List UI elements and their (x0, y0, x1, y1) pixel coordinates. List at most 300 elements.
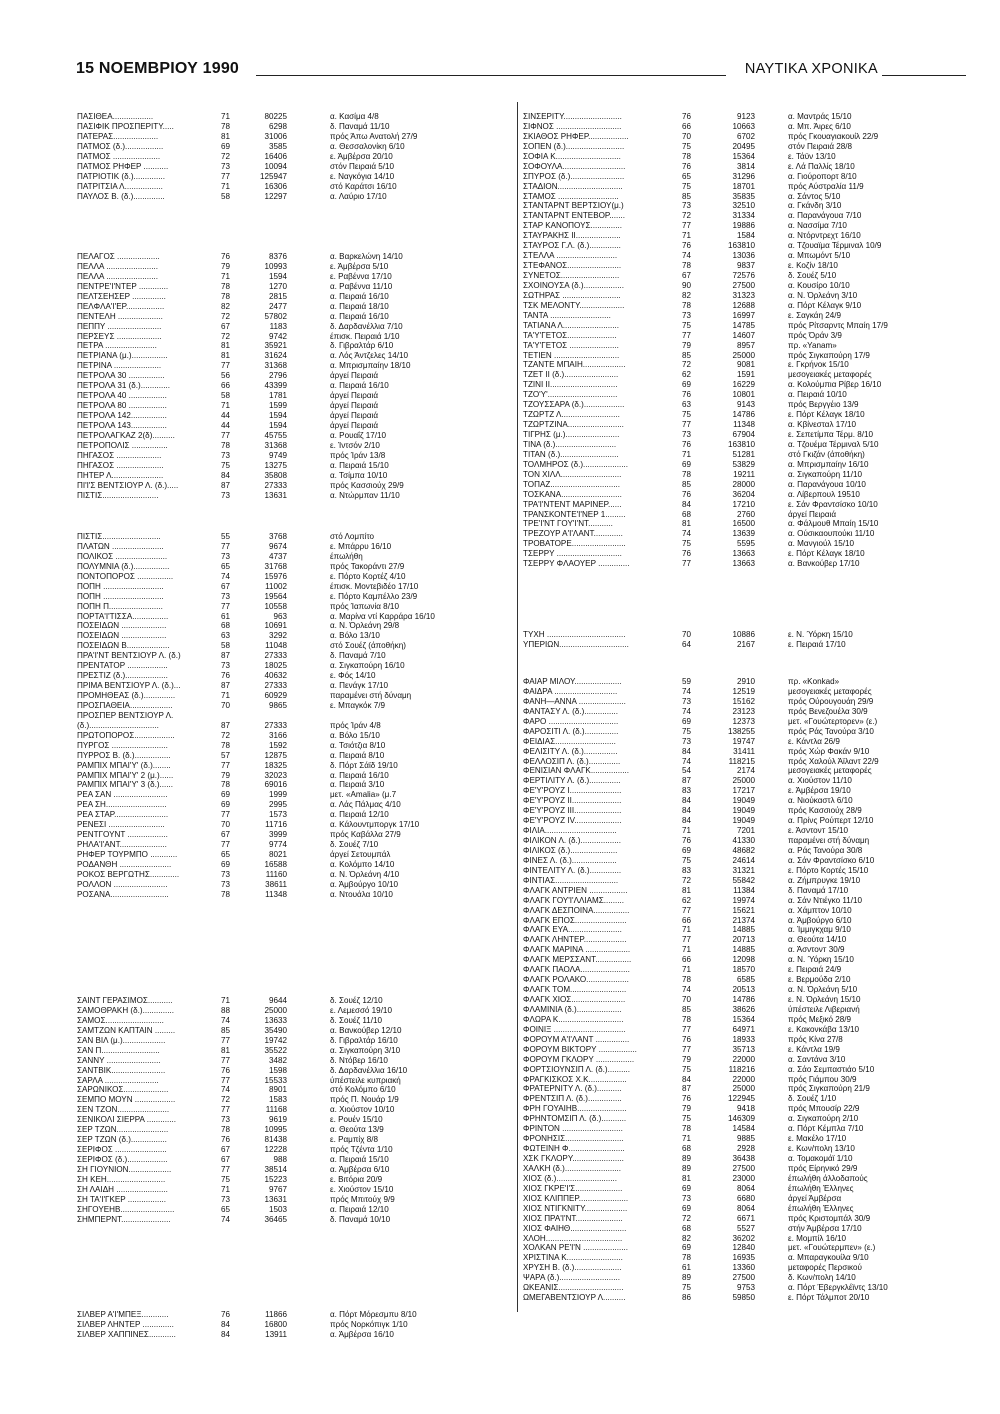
position-status: άργεί Πειραιά (788, 509, 836, 519)
build-year: 77 (220, 361, 230, 371)
build-year: 71 (220, 181, 230, 191)
position-status: στόν Πειραιά 5/10 (330, 161, 395, 171)
ship-row (77, 780, 497, 790)
ship-name: ΣΙΛΒΕΡ Α'Ι'ΜΠΕΞ............ (77, 1310, 169, 1319)
position-status: α. Τζουαϊμα Τέρμιναλ 10/9 (788, 241, 882, 251)
tonnage: 3166 (268, 730, 287, 740)
ship-row (523, 975, 973, 985)
ship-row (77, 431, 497, 441)
tonnage: 16406 (264, 151, 287, 161)
tonnage: 32510 (732, 201, 755, 211)
ship-name: ΤΙΝΑ (δ.)........................... (523, 439, 617, 449)
tonnage: 31411 (733, 746, 755, 756)
build-year: 77 (220, 541, 230, 551)
ship-row (523, 331, 973, 341)
position-status: μεσογειακές μεταφορές (788, 370, 872, 380)
build-year: 85 (681, 350, 691, 360)
ship-name: ΤΡΕΖΟΥΡ Α'Ι'ΛΑΝΤ............. (523, 529, 623, 539)
tonnage: 9123 (736, 112, 755, 121)
ship-name: ΠΟΣΕΙΔΩΝ .................... (77, 621, 167, 631)
build-year: 61 (681, 1263, 691, 1273)
ship-row (77, 401, 497, 411)
ship-row (523, 1154, 973, 1164)
ship-name: ΣΑΝ Π.......................... (77, 1045, 160, 1055)
ship-name: ΣΕΜΠΟ ΜΟΥΝ .................. (77, 1095, 176, 1105)
position-status: α. Πειραιά 18/10 (330, 301, 389, 311)
ship-row (77, 192, 497, 202)
tonnage: 10801 (732, 390, 755, 400)
tonnage: 13631 (264, 490, 287, 500)
ship-name: ΧΣΚ ΓΚΛΟΡΥ....................... (523, 1154, 624, 1163)
ship-row (523, 1094, 973, 1104)
ship-row (77, 1155, 497, 1165)
build-year: 81 (681, 885, 691, 895)
build-year: 78 (220, 121, 230, 131)
build-year: 69 (220, 141, 230, 151)
ship-name: ΦΛΩΡΑ Κ............................. (523, 1014, 624, 1024)
tonnage: 17217 (732, 786, 755, 796)
tonnage: 27333 (264, 480, 287, 490)
tonnage: 25000 (732, 776, 755, 786)
position-status: α. Άμβέρσα 16/10 (330, 1329, 394, 1339)
position-status: ε. Άσντονт 15/10 (788, 826, 848, 836)
tonnage: 118216 (728, 1064, 755, 1074)
tonnage: 25000 (732, 1084, 755, 1094)
build-year: 65 (220, 561, 230, 571)
ship-name: ΠΙΣΤΙΣ.......................... (77, 532, 161, 541)
ship-name: ΡΟΣΑΝΑ.......................... (77, 889, 169, 899)
build-year: 77 (220, 1035, 230, 1045)
tonnage: 55842 (732, 875, 755, 885)
position-status: α. Σάο Σεμπαστιάο 5/10 (788, 1064, 875, 1074)
ship-name: ΣΥΝΕΤΟΣ.......................... (523, 271, 620, 280)
build-year: 70 (220, 820, 230, 830)
ship-name: ΣΟΠΕΝ (δ.).......................... (523, 141, 625, 151)
ship-name: ΦΛΑΓΚ ΛΗΝΤΕΡ................... (523, 935, 627, 945)
tonnage: 1594 (268, 411, 287, 420)
position-status: α. Θεούτα 13/9 (330, 1125, 384, 1135)
ship-row (523, 697, 973, 707)
build-year: 87 (220, 681, 230, 691)
ship-name: ΦΟΡΟΥΜ Α'Ι'ΛΑΝΤ ............... (523, 1034, 630, 1044)
ship-row (523, 172, 973, 182)
tonnage: 19564 (264, 591, 287, 601)
ship-row (523, 182, 973, 192)
build-year: 78 (220, 440, 230, 450)
position-status: πρός Κίνα 27/8 (788, 1034, 843, 1044)
tonnage: 23000 (732, 1173, 755, 1183)
ship-name: ΣΤΑΥΡΟΣ Γ.Λ. (δ.).............. (523, 241, 621, 251)
ship-row (77, 751, 497, 761)
tonnage: 16500 (732, 519, 755, 529)
ship-row (523, 1184, 973, 1194)
tonnage: 67904 (732, 430, 755, 439)
build-year: 77 (220, 810, 230, 820)
ship-row (523, 152, 973, 162)
tonnage: 13360 (732, 1263, 755, 1273)
ship-name: ΣΤΕΦΑΝΟΣ........................ (523, 261, 622, 271)
ship-row (523, 935, 973, 945)
tonnage: 60929 (264, 691, 287, 700)
build-year: 87 (220, 480, 230, 490)
ship-name: ΦΙΝΤΕΛΙΤΥ Λ. (δ.).............. (523, 865, 622, 875)
build-year: 70 (220, 700, 230, 710)
position-status: ε. Κακονκάβα 13/10 (788, 1024, 860, 1034)
ship-name: ΩΜΕΓΑΒΕΝΤΣΙΟΥΡ Λ.......... (523, 1293, 626, 1303)
ship-row (77, 711, 497, 721)
position-status: α. Σιγκαπούρη 3/10 (330, 1045, 401, 1055)
build-year: 75 (681, 1114, 691, 1124)
ship-name: ΡΟΔΑΝΘΗ ....................... (77, 859, 172, 869)
ship-row (77, 1185, 497, 1195)
ship-name: ΠΡΟΣΠΑΘΕΙΑ................... (77, 700, 173, 710)
publication-title: ΝΑΥΤΙΚΑ ΧΡΟΝΙΚΑ (744, 61, 878, 77)
ship-name: ΠΕΤΡΟΛΑ 80 ................. (77, 401, 167, 411)
tonnage: 10886 (732, 630, 755, 639)
ship-row (77, 1145, 497, 1155)
position-status: α. Πειραιά 15/10 (330, 460, 389, 470)
ship-row (523, 480, 973, 490)
ship-row (77, 1115, 497, 1125)
ship-name: ΣΤΑΝΤΑΡΝΤ ΒΕΡΤΣΙΟΥ(μ.) (523, 201, 624, 211)
position-status: πρός Νορκόπιγκ 1/10 (330, 1319, 408, 1329)
build-year: 84 (681, 796, 691, 806)
ship-name: ΣΕΡ ΤΖΩΝ....................... (77, 1125, 169, 1135)
ship-row (77, 731, 497, 741)
build-year: 73 (220, 450, 230, 460)
tonnage: 2928 (736, 1144, 755, 1154)
position-status: πρός Άπω Ανατολή 27/9 (330, 131, 418, 141)
tonnage: 19886 (732, 221, 755, 231)
tonnage: 3482 (268, 1055, 287, 1065)
build-year: 76 (220, 671, 230, 681)
position-status: α. Σιγκαπούρη 16/10 (330, 661, 405, 671)
ship-name: ΠΙΣΤΙΣ......................... (77, 490, 159, 500)
build-year: 74 (681, 251, 691, 261)
position-status: ε. Άμβέρσα 19/10 (788, 786, 851, 796)
tonnage: 11716 (265, 820, 287, 830)
ship-name: ΤΡΕ'Ι'ΝΤ ΓΟΥ'Ι'ΝΤ........... (523, 519, 613, 529)
build-year: 76 (681, 241, 691, 251)
tonnage: 13911 (265, 1329, 287, 1339)
tonnage: 118215 (728, 756, 755, 766)
ship-name: ΠΑΥΛΟΣ Β. (δ.).............. (77, 191, 165, 201)
tonnage: 2174 (736, 766, 755, 776)
position-status: α. Σάν Φραντσίσκο 6/10 (788, 855, 875, 865)
position-status: α. Σάν Ντιέγκο 11/10 (788, 895, 863, 905)
tonnage: 1183 (269, 321, 287, 331)
ship-row (77, 461, 497, 471)
position-status: α. Ρουαΐζ 17/10 (330, 430, 387, 440)
build-year: 71 (220, 271, 230, 281)
ship-row (77, 572, 497, 582)
position-status: ε. Άμβέρσα 20/10 (330, 151, 393, 161)
tonnage: 18025 (264, 661, 287, 671)
ship-row (77, 361, 497, 371)
build-year: 72 (681, 875, 691, 885)
position-status: δ. Παναμά 7/10 (330, 651, 386, 661)
ship-name: ΤΣΚ ΜΕΛΟΝΤΥ.................... (523, 300, 625, 310)
build-year: 77 (220, 171, 230, 181)
ship-row (77, 421, 497, 431)
position-status: α. Κολούμπια Ρίβερ 16/10 (788, 380, 882, 390)
build-year: 72 (220, 311, 230, 321)
build-year: 72 (681, 360, 691, 370)
ship-row (523, 1025, 973, 1035)
ship-name: ΧΙΟΣ ΚΛΙΠΠΕΡ...................... (523, 1193, 629, 1203)
build-year: 77 (681, 905, 691, 915)
ship-name: ΦΕΙΔΙΑΣ........................... (523, 736, 616, 746)
tonnage: 3292 (268, 631, 287, 641)
position-status: α. Κάλουντμποργκ 17/10 (330, 820, 420, 830)
ship-row (523, 281, 973, 291)
build-year: 89 (681, 1163, 691, 1173)
tonnage: 16306 (264, 181, 287, 191)
position-status: α. Πρίνς Ρούπερτ 12/10 (788, 816, 874, 826)
ship-row (77, 481, 497, 491)
position-status: ύπέστειλε Λιβεριανή (788, 1004, 860, 1014)
tonnage: 14885 (732, 945, 755, 955)
build-year: 71 (681, 826, 691, 836)
ship-row (523, 460, 973, 470)
tonnage: 36465 (264, 1214, 287, 1224)
tonnage: 8021 (268, 850, 287, 859)
ship-name: ΦΛΑΓΚ ΓΟΥ'Ι'ΛΛΙΑΜΣ......... (523, 895, 625, 905)
tonnage: 31334 (732, 211, 755, 221)
tonnage: 11160 (265, 869, 287, 879)
build-year: 75 (681, 539, 691, 549)
position-status: πρός Καβάλλα 27/9 (330, 830, 401, 840)
ship-name: ΦΛΑΓΚ ΠΑΟΛΑ...................... (523, 965, 630, 975)
position-status: δ. Γιβραλτάρ 6/10 (330, 341, 394, 351)
ship-name: ΦΙΝΕΣ Λ. (δ.).................... (523, 855, 617, 865)
ship-row (77, 1076, 497, 1086)
ship-row (523, 985, 973, 995)
position-status: α. Μπ. Άιρες 6/10 (788, 121, 851, 131)
ship-row (523, 786, 973, 796)
tonnage: 988 (273, 1155, 287, 1164)
ship-name: ΠΡΟΜΗΘΕΑΣ (δ.).............. (77, 691, 176, 700)
ship-name: ΦΛΑΜΙΝΙΑ (δ.).................... (523, 1004, 622, 1014)
position-status: α. Πειραιά 16/10 (330, 291, 389, 301)
ship-name: ΠΥΡΓΟΣ ......................... (77, 740, 168, 750)
issue-date: 15 ΝΟΕΜΒΡΙΟΥ 1990 (76, 60, 240, 77)
position-status: ε. Ρουέν 15/10 (330, 1115, 383, 1125)
ship-row (523, 766, 973, 776)
position-status: ε. Ν. Ύόρκη 15/10 (788, 630, 853, 639)
ship-row (523, 707, 973, 717)
position-status: α. Πόρτ Μόρεσμπυ 8/10 (330, 1310, 417, 1319)
tonnage: 9081 (736, 360, 755, 370)
ship-name: ΣΑΙΝΤ ΓΕΡΑΣΙΜΟΣ........... (77, 996, 173, 1005)
build-year: 87 (220, 651, 230, 661)
position-status: ε. Πόρτο Κορτές 15/10 (788, 865, 869, 875)
position-status: α. Ίμμιγκχαμ 9/10 (788, 925, 851, 935)
tonnage: 27500 (732, 280, 755, 290)
tonnage: 22000 (732, 1074, 755, 1084)
ship-row (523, 132, 973, 142)
tonnage: 1583 (268, 1095, 287, 1105)
position-status: στό Γκιζάν (άποθήκη) (788, 449, 865, 459)
position-status: μετ. «Amalia» (μ.7 (330, 790, 397, 800)
tonnage: 9837 (736, 261, 755, 271)
ship-name: ΦΑΡΟ ............................... (523, 716, 619, 726)
position-status: α. Βαρκελώνη 14/10 (330, 252, 403, 261)
ship-name: ΧΛΟΗ.................................. (523, 1233, 623, 1243)
build-year: 73 (220, 1115, 230, 1125)
ship-name: ΦΑΙΑΡ ΜΙΛΟΥ..................... (523, 677, 622, 686)
tonnage: 45755 (264, 430, 287, 440)
tonnage: 10993 (264, 261, 287, 271)
ship-name: ΠΑΤΜΟΣ ΡΗΦΕΡ ........... (77, 161, 169, 171)
position-status: ύπέστειλε κυπριακή (330, 1075, 401, 1085)
ship-row (523, 1263, 973, 1273)
build-year: 81 (681, 1173, 691, 1183)
build-year: 69 (681, 1183, 691, 1193)
build-year: 71 (681, 449, 691, 459)
position-status: πρός Σιγκαπούρη 17/9 (788, 350, 870, 360)
ship-name: ΦΡΙΝΤΟΝ ........................... (523, 1124, 623, 1134)
ship-row (523, 1144, 973, 1154)
tonnage: 19747 (732, 736, 755, 746)
tonnage: 9418 (736, 1104, 755, 1114)
ship-name: ΦΛΑΓΚ ΧΙΟΣ........................ (523, 995, 626, 1004)
position-status: ε. Λεμεσσό 19/10 (330, 1005, 392, 1015)
ship-row (77, 132, 497, 142)
position-status: πρός Μεξικό 28/9 (788, 1014, 852, 1024)
ship-row (77, 262, 497, 272)
tonnage: 125947 (259, 171, 287, 181)
build-year: 55 (220, 532, 230, 541)
ship-row (77, 292, 497, 302)
build-year: 77 (220, 1164, 230, 1174)
ship-name: ΠΗΓΑΣΟΣ .................... (77, 450, 162, 460)
tonnage: 3999 (268, 830, 287, 840)
build-year: 58 (220, 191, 230, 201)
ship-name: ΤΡΟΒΑΤΟΡΕ........................ (523, 539, 626, 549)
ship-name: ΦΛΑΓΚ ΜΑΡΙΝΑ .................... (523, 945, 631, 955)
position-status: ε. Μπάρρυ 16/10 (330, 541, 392, 551)
build-year: 74 (681, 756, 691, 766)
position-status: α. Άμβέρσα 6/10 (330, 1164, 390, 1174)
ship-name: ΣΤΑΔΙΟΝ............................. (523, 181, 623, 191)
position-status: ε. Πόρτο Καμπέλλο 23/9 (330, 591, 418, 601)
tonnage: 12840 (732, 1243, 755, 1253)
tonnage: 11002 (265, 581, 287, 591)
ship-row (77, 391, 497, 401)
ship-row (523, 896, 973, 906)
ship-name: ΦΡΑΓΚΙΣΚΟΣ Χ.Κ................. (523, 1074, 627, 1084)
build-year: 72 (681, 1213, 691, 1223)
position-status: α. Τσίμπα 10/10 (330, 470, 388, 480)
tonnage: 57802 (264, 311, 287, 321)
tonnage: 80225 (264, 112, 287, 121)
ship-row (77, 592, 497, 602)
position-status: α. Γκάνδη 3/10 (788, 201, 842, 211)
ship-name: ΣΤΑΝΤΑΡΝΤ ΕΝΤΕΒΟΡ....... (523, 211, 626, 221)
position-status: μεσογειακές μεταφορές (788, 766, 872, 776)
tonnage: 18933 (732, 1034, 755, 1044)
build-year: 85 (681, 1004, 691, 1014)
ship-row (77, 532, 497, 542)
ship-row (523, 757, 973, 767)
ship-row (523, 430, 973, 440)
ship-name: ΠΕΛΑΓΟΣ ................... (77, 252, 160, 261)
ship-name: ΠΕΤΡΟΛΑΓΚΑΖ 2(δ).......... (77, 430, 175, 440)
tonnage: 3814 (736, 161, 755, 171)
position-status: μετ. «Γουώτερτορεν» (ε.) (788, 716, 878, 726)
build-year: 89 (681, 1154, 691, 1163)
position-status: α. Βανκούβερ 17/10 (788, 559, 860, 569)
ship-row (77, 890, 497, 900)
position-status: ε. Πόρτ Τάλμποτ 20/10 (788, 1293, 870, 1303)
tonnage: 1594 (268, 420, 287, 430)
ship-row (77, 840, 497, 850)
ship-row (523, 440, 973, 450)
ship-name: ΤΟΛΜΗΡΟΣ (δ.).................... (523, 459, 629, 469)
build-year: 84 (220, 1319, 230, 1329)
ship-name: ΡΗΦΕΡ ΤΟΥΡΜΠΟ ............ (77, 850, 178, 859)
position-status: α. Τσιότζια 8/10 (330, 740, 386, 750)
ship-row (523, 112, 973, 122)
ship-name: ΦΕ'Υ'ΡΟΥΖ ΙΙ...................... (523, 796, 622, 806)
tonnage: 11866 (265, 1310, 287, 1319)
ship-row (77, 721, 497, 731)
ship-name: ΣΠΥΡΟΣ (δ.)........................ (523, 171, 625, 181)
ship-row (77, 671, 497, 681)
ship-name: ΣΑΝΤΒΙΚ........................ (77, 1065, 166, 1075)
ship-name: ΣΙΛΒΕΡ ΧΑΠΠΙΝΕΣ............ (77, 1329, 176, 1339)
tonnage: 1270 (268, 281, 287, 291)
build-year: 73 (681, 310, 691, 320)
ship-name: ΠΕΛΤΣΕΗΣΕΡ ............... (77, 291, 166, 301)
ship-name: ΠΕΤΡΟΛΑ 30 ................ (77, 371, 165, 381)
ship-name: ΦΕ'Υ'ΡΟΥΖ ΙV..................... (523, 816, 622, 826)
tonnage: 18570 (732, 965, 755, 975)
ship-name: ΧΙΟΣ ΝΤΙΓΚΝΙΤΥ................... (523, 1203, 628, 1213)
ship-row (523, 400, 973, 410)
ship-name: ΠΑΤΕΡΑΣ.................... (77, 131, 159, 141)
build-year: 71 (681, 945, 691, 955)
position-status: α. Μαντράς 15/10 (788, 112, 852, 121)
tonnage: 11168 (265, 1105, 287, 1115)
position-status: ε. Ραβέννα 17/10 (330, 271, 392, 281)
position-status: έπωλήθη (330, 551, 363, 561)
build-year: 74 (681, 985, 691, 995)
tonnage: 31296 (732, 171, 755, 181)
build-year: 78 (681, 261, 691, 271)
ship-name: ΣΟΦΟΥΛΑ............................ (523, 161, 626, 171)
tonnage: 13036 (732, 251, 755, 261)
ship-name: ΣΚΙΑΘΟΣ ΡΗΦΕΡ.................. (523, 131, 629, 141)
ship-row (77, 1095, 497, 1105)
position-status: πρός Π. Νουάρ 1/9 (330, 1095, 399, 1105)
tonnage: 15162 (732, 696, 755, 706)
ship-name: ΧΟΛΚΑΝ ΡΕ'Ι'Ν .................... (523, 1243, 629, 1253)
position-status: δ. Ντόβερ 16/10 (330, 1055, 388, 1065)
build-year: 82 (681, 1233, 691, 1243)
tonnage: 22000 (732, 1054, 755, 1064)
ship-name: ΤΖΙΝΙ ΙΙ.............................. (523, 380, 618, 390)
position-status: ε. Κάντλα 26/9 (788, 736, 840, 746)
ship-row (523, 945, 973, 955)
ship-name: ΦΟΡΟΥΜ ΒΙΚΤΟΡΥ ................. (523, 1044, 637, 1054)
ship-row (523, 549, 973, 559)
build-year: 58 (220, 641, 230, 651)
ship-row (523, 747, 973, 757)
build-year: 76 (681, 161, 691, 171)
position-status: πρός Αύστραλία 11/9 (788, 181, 864, 191)
